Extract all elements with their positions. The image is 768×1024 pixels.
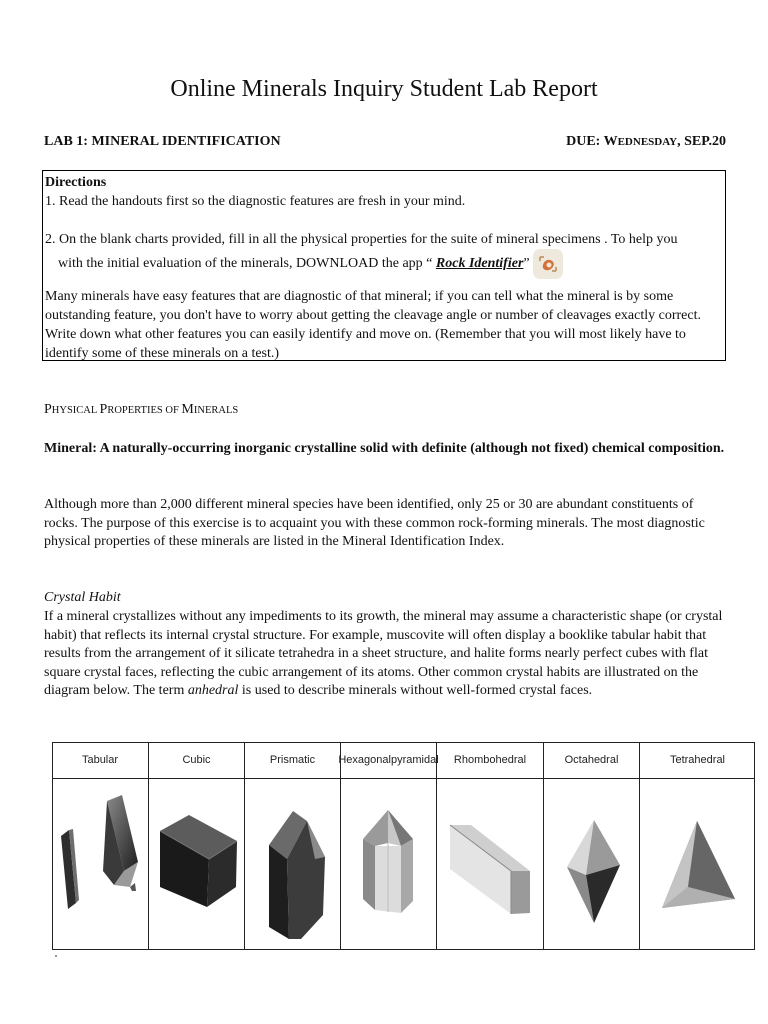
habit-cell-cubic [149,742,245,950]
direction-item-2-continued: with the initial evaluation of the minerals, DOWNLOAD the app “ Rock Identifier” [45,249,723,279]
due-date: DUE: WEDNESDAY, SEP.20 [566,134,726,149]
habit-cell-tabular [52,742,149,950]
lab-header [44,134,726,150]
habit-label: Tetrahedral [640,742,755,779]
rhombohedral-crystal-image [437,779,544,950]
direction-item-2: 2. On the blank charts provided, fill in all the physical properties for the suite of mineral specimens . To help you [45,232,678,247]
habit-cell-octahedral [544,742,640,950]
crystal-habit-heading: Crystal Habit [44,590,121,605]
habit-cell-rhombohedral [437,742,544,950]
octahedral-crystal-image [544,779,640,950]
habit-cell-prismatic [245,742,341,950]
directions-heading: Directions [45,175,107,190]
crystal-habit-paragraph: If a mineral crystallizes without any impediments to its growth, the mineral may assume a characteristic shape (or crystal habit) that reflects its internal crystal structure. For example, muscovite will often display a booklike tabular habit that results from the arrangement of it silicate tetrahedra in a sheet structure, and halite forms nearly perfect cubes with flat square crystal faces, reflecting the cubic arrangement of its atoms. Other common crystal habits are illustrated on the diagram below. The term anhedral is used to describe minerals without well-formed crystal faces. [44,609,723,699]
intro-paragraph: Although more than 2,000 different mineral species have been identified, only 25 or 30 are abundant constituents of rocks. The purpose of this exercise is to acquaint you with these common rock-forming minerals. The most diagnostic physical properties of these minerals are listed in the Mineral Identification Index. [44,497,705,550]
section-heading-physical-properties: PHYSICAL PROPERTIES OF MINERALS [44,402,239,417]
prismatic-crystal-image [245,779,341,950]
rock-identifier-app-icon [533,249,563,279]
page-title: Online Minerals Inquiry Student Lab Report [170,76,598,102]
crystal-habit-diagram [52,742,755,950]
habit-cell-tetrahedral [640,742,755,950]
app-name[interactable]: Rock Identifier [435,256,524,271]
lab-title: LAB 1: MINERAL IDENTIFICATION [44,134,281,149]
anhedral-term: anhedral [187,683,239,699]
habit-label: Hexagonal pyramidal [341,742,436,779]
habit-cell-hexagonal-pyramidal [338,742,439,950]
scan-speck [55,955,57,957]
tabular-crystal-image [52,779,149,950]
habit-label: Cubic [149,742,244,779]
habit-label: Tabular [52,742,148,779]
mineral-definition: Mineral: A naturally-occurring inorganic crystalline solid with definite (although not fixed) chemical composition. [44,441,725,456]
tetrahedral-crystal-image [640,779,755,950]
directions-box [42,170,726,361]
cubic-crystal-image [149,779,245,950]
directions-note: Many minerals have easy features that are diagnostic of that mineral; if you can tell what the mineral is by some outstanding feature, you don't have to worry about getting the cleavage angle or number of cleavages exactly correct. Write down what other features you can easily identify and move on. (Remember that you will most likely have to identify some of these minerals on a test.) [45,289,701,361]
habit-label: Octahedral [544,742,639,779]
habit-label: Prismatic [245,742,340,779]
hexagonal-pyramidal-crystal-image [341,779,437,950]
direction-item-1: 1. Read the handouts first so the diagnostic features are fresh in your mind. [45,194,466,209]
habit-label: Rhombohedral [437,742,543,779]
